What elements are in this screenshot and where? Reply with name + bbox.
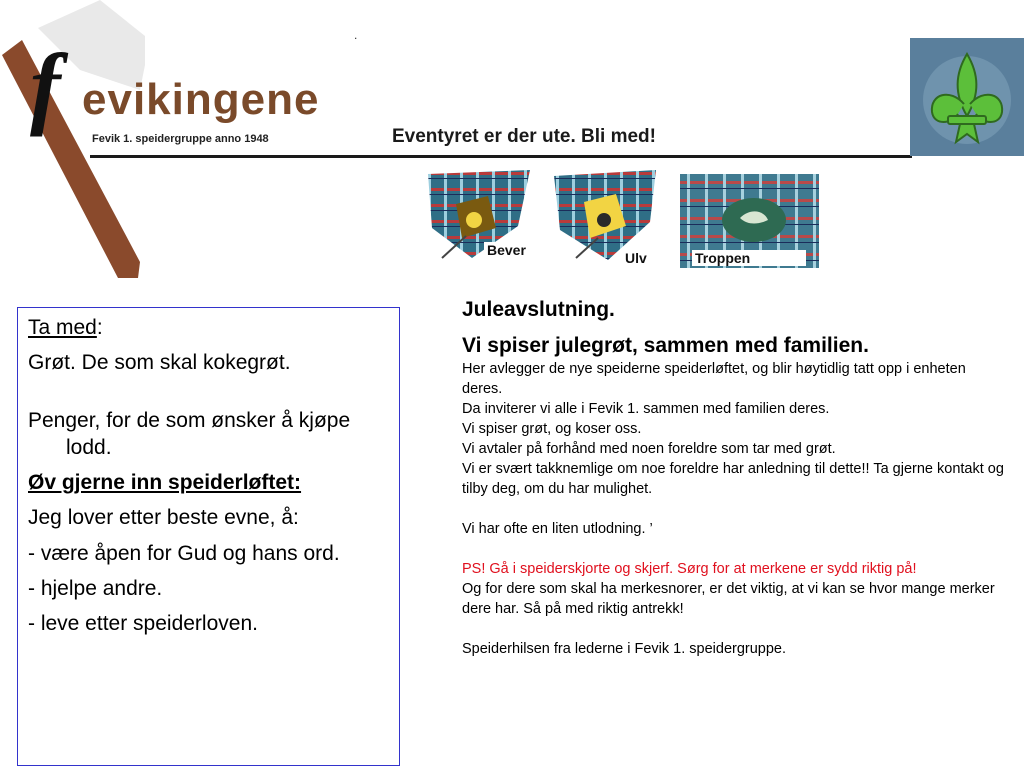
text-line-3: Vi spiser grøt, og koser oss. — [462, 421, 642, 437]
promise-line-3: - leve etter speiderloven. — [28, 612, 258, 636]
badge-troppen — [680, 174, 819, 273]
spacer — [462, 619, 1007, 639]
header-dot: . — [354, 28, 358, 42]
promise-line-2: - hjelpe andre. — [28, 577, 163, 601]
item-grot: Grøt. De som skal kokegrøt. — [28, 351, 291, 375]
promise-intro: Jeg lover etter beste evne, å: — [28, 506, 299, 530]
ta-med-colon: : — [96, 316, 103, 339]
text-line-6: Vi har ofte en liten utlodning. ’ — [462, 521, 653, 537]
juleavslutning-subtitle: Vi spiser julegrøt, sammen med familien. — [462, 334, 869, 357]
juleavslutning-title: Juleavslutning. — [462, 298, 615, 321]
item-penger: Penger, for de som ønsker å kjøpe lodd. — [28, 408, 351, 459]
badge-label-ulv: Ulv — [622, 250, 650, 266]
signoff: Speiderhilsen fra lederne i Fevik 1. speidergruppe. — [462, 641, 787, 657]
ta-med-box — [17, 307, 400, 766]
ps-notice: PS! Gå i speiderskjorte og skjerf. Sørg for at merkene er sydd riktig på! — [462, 561, 917, 577]
logo-wordmark-part1: eviki — [82, 75, 185, 124]
ta-med-title: Ta med — [28, 316, 97, 339]
fleur-de-lis-icon — [910, 38, 1024, 156]
logo-subtitle: Fevik 1. speidergruppe anno 1948 — [92, 133, 269, 145]
spacer — [462, 539, 1007, 559]
text-line-7: Og for dere som skal ha merkesnorer, er det viktig, at vi kan se hvor mange merker dere har. Så på med riktig antrekk! — [462, 581, 995, 617]
logo-letter-f: f — [30, 35, 61, 137]
text-line-2: Da inviterer vi alle i Fevik 1. sammen med familien deres. — [462, 401, 830, 417]
text-line-5: Vi er svært takknemlige om noe foreldre har anledning til dette!! Ta gjerne kontakt og tilby deg, om du har mulighet. — [462, 461, 1004, 497]
text-line-4: Vi avtaler på forhånd med noen foreldre som tar med grøt. — [462, 441, 836, 457]
badge-bever — [422, 166, 537, 267]
promise-line-1: - være åpen for Gud og hans ord. — [28, 541, 340, 565]
spacer — [462, 499, 1007, 519]
badge-label-bever: Bever — [484, 242, 529, 258]
badge-label-troppen: Troppen — [692, 250, 806, 266]
logo-wordmark-part2: ngene — [184, 75, 320, 124]
badge-ulv — [550, 166, 662, 271]
tagline: Eventyret er der ute. Bli med! — [392, 126, 656, 147]
ta-med-heading — [28, 314, 389, 341]
scout-emblem — [910, 38, 1024, 156]
header-rule — [90, 155, 912, 158]
juleavslutning-text — [462, 297, 1007, 659]
logo-wordmark — [82, 75, 320, 124]
ov-speiderloftet-heading: Øv gjerne inn speiderløftet: — [28, 471, 302, 495]
text-line-1: Her avlegger de nye speiderne speiderløftet, og blir høytidlig tatt opp i enheten deres. — [462, 361, 966, 397]
